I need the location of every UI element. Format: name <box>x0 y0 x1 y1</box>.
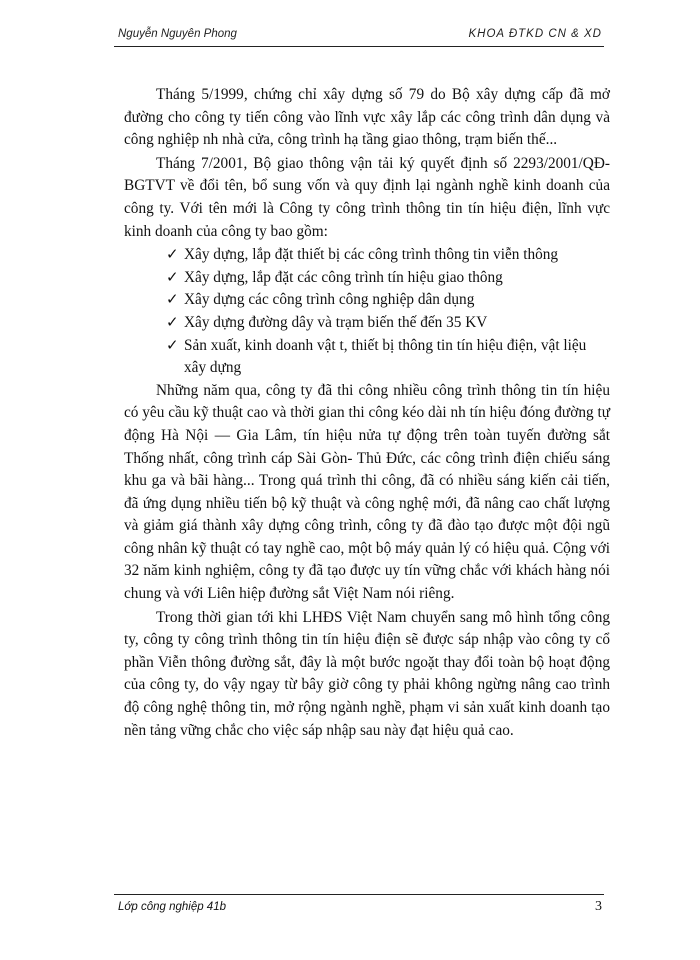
checkmark-icon: ✓ <box>166 337 179 354</box>
document-body <box>124 84 610 743</box>
header-author: Nguyễn Nguyên Phong <box>118 28 237 40</box>
list-item-text: Xây dựng, lắp đặt thiết bị các công trình thông tin viễn thông <box>184 246 559 264</box>
list-item <box>124 312 610 335</box>
business-scope-list <box>124 244 610 380</box>
list-item-text: Sản xuất, kinh doanh vật t, thiết bị thông tin tín hiệu điện, vật liệu xây dựng <box>184 336 587 377</box>
paragraph-4: Trong thời gian tới khi LHĐS Việt Nam chuyển sang mô hình tổng công ty, công ty công trình thông tin tín hiệu điện sẽ được sáp nhập vào công ty cổ phần Viễn thông đường sắt, đây là một bước ngoặt thay đổi toàn bộ hoạt động của công ty, do vậy ngay từ bây giờ công ty phải không ngừng nâng cao trình độ công nghệ thông tin, mở rộng ngành nghề, phạm vi sản xuất kinh doanh tạo nền tảng vững chắc cho việc sáp nhập sau này đạt hiệu quả cao. <box>124 608 610 739</box>
footer-rule <box>114 894 604 895</box>
paragraph-2: Tháng 7/2001, Bộ giao thông vận tải ký quyết định số 2293/2001/QĐ-BGTVT về đổi tên, bổ sung vốn và quy định lại ngành nghề kinh doanh của công ty. Với tên mới là Công ty công trình thông tin tín hiệu điện, lĩnh vực kinh doanh của công ty bao gồm: <box>124 154 610 240</box>
page-number: 3 <box>595 899 602 914</box>
header-faculty: KHOA ĐTKD CN & XD <box>468 28 602 40</box>
list-item <box>124 267 610 290</box>
header-rule <box>114 46 604 47</box>
checkmark-icon: ✓ <box>166 269 179 286</box>
list-item-text: Xây dựng, lắp đặt các công trình tín hiệu giao thông <box>184 268 503 286</box>
checkmark-icon: ✓ <box>166 314 179 331</box>
footer-class: Lớp công nghiệp 41b <box>118 901 226 913</box>
paragraph-3: Những năm qua, công ty đã thi công nhiều công trình thông tin tín hiệu có yêu cầu kỹ thuật cao và thời gian thi công kéo dài nh tín hiệu đóng đường tự động Hà Nội — Gia Lâm, tín hiệu nửa tự động trên toàn tuyến đường sắt Thống nhất, công trình cáp Sài Gòn- Thủ Đức, các công trình điện chiếu sáng khu ga và bãi hàng... Trong quá trình thi công, đã có nhiều sáng kiến cải tiến, đã ứng dụng nhiều tiến bộ kỹ thuật và công nghệ mới, đã nâng cao chất lượng và giảm giá thành xây dựng công trình, công ty đã đào tạo được một đội ngũ công nhân kỹ thuật có tay nghề cao, một bộ máy quản lý có hiệu quả. Cộng với 32 năm kinh nghiệm, công ty đã tạo được uy tín vững chắc với khách hàng nói chung và với Liên hiệp đường sắt Việt Nam nói riêng. <box>124 381 610 603</box>
page-footer <box>118 899 602 919</box>
paragraph-1: Tháng 5/1999, chứng chỉ xây dựng số 79 do Bộ xây dựng cấp đã mở đường cho công ty tiến công vào lĩnh vực xây lắp các công trình dân dụng và công nghiệp nh nhà cửa, công trình hạ tầng giao thông, trạm biến thế... <box>124 86 610 149</box>
list-item <box>124 335 610 380</box>
list-item <box>124 289 610 312</box>
list-item-text: Xây dựng đường dây và trạm biến thế đến 35 KV <box>184 313 488 331</box>
list-item <box>124 244 610 267</box>
checkmark-icon: ✓ <box>166 247 179 264</box>
list-item-text: Xây dựng các công trình công nghiệp dân dụng <box>184 291 475 309</box>
page-header <box>118 24 602 48</box>
checkmark-icon: ✓ <box>166 292 179 309</box>
